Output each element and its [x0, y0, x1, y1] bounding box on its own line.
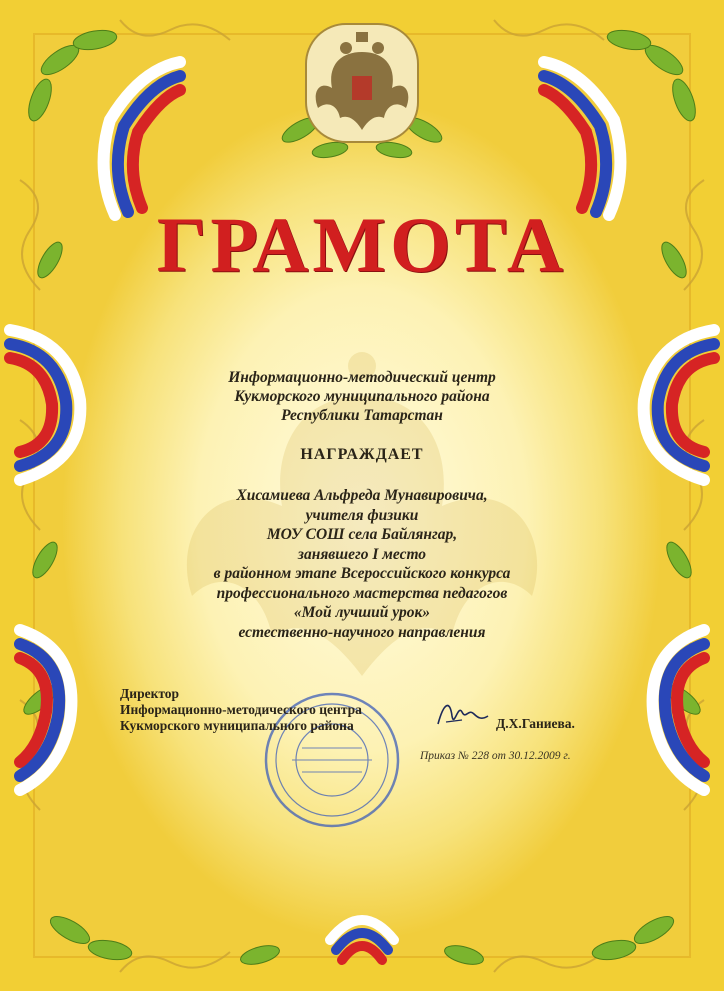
- body-line: в районном этапе Всероссийского конкурса: [213, 565, 511, 582]
- signatory-name: Д.Х.Ганиева.: [496, 716, 575, 731]
- body-line: учителя физики: [305, 506, 419, 524]
- award-body: [140, 486, 584, 642]
- order-reference: Приказ № 228 от 30.12.2009 г.: [420, 750, 571, 762]
- recipient-name: Хисамиева Альфреда Мунавировича,: [236, 487, 488, 504]
- handwritten-signature-icon: [432, 694, 492, 734]
- issuer-block: [150, 368, 574, 425]
- signatory-position: Директор: [120, 686, 180, 701]
- body-line: естественно-научного направления: [238, 623, 486, 641]
- awards-label: НАГРАЖДАЕТ: [300, 446, 424, 463]
- body-line: «Мой лучший урок»: [293, 604, 431, 621]
- signatory-organization: Кукморского муниципального района: [120, 718, 354, 733]
- signatory-block: [120, 686, 420, 734]
- body-line: занявшего I место: [297, 545, 427, 563]
- body-line: профессионального мастерства педагогов: [216, 584, 508, 602]
- issuer-line: Кукморского муниципального района: [234, 388, 490, 405]
- body-line: МОУ СОШ села Байлянгар,: [266, 526, 458, 543]
- issuer-line: Республики Татарстан: [281, 407, 443, 424]
- issuer-line: Информационно-методический центр: [228, 369, 496, 386]
- signatory-organization: Информационно-методического центра: [120, 702, 362, 717]
- certificate-title: ГРАМОТА: [156, 201, 568, 288]
